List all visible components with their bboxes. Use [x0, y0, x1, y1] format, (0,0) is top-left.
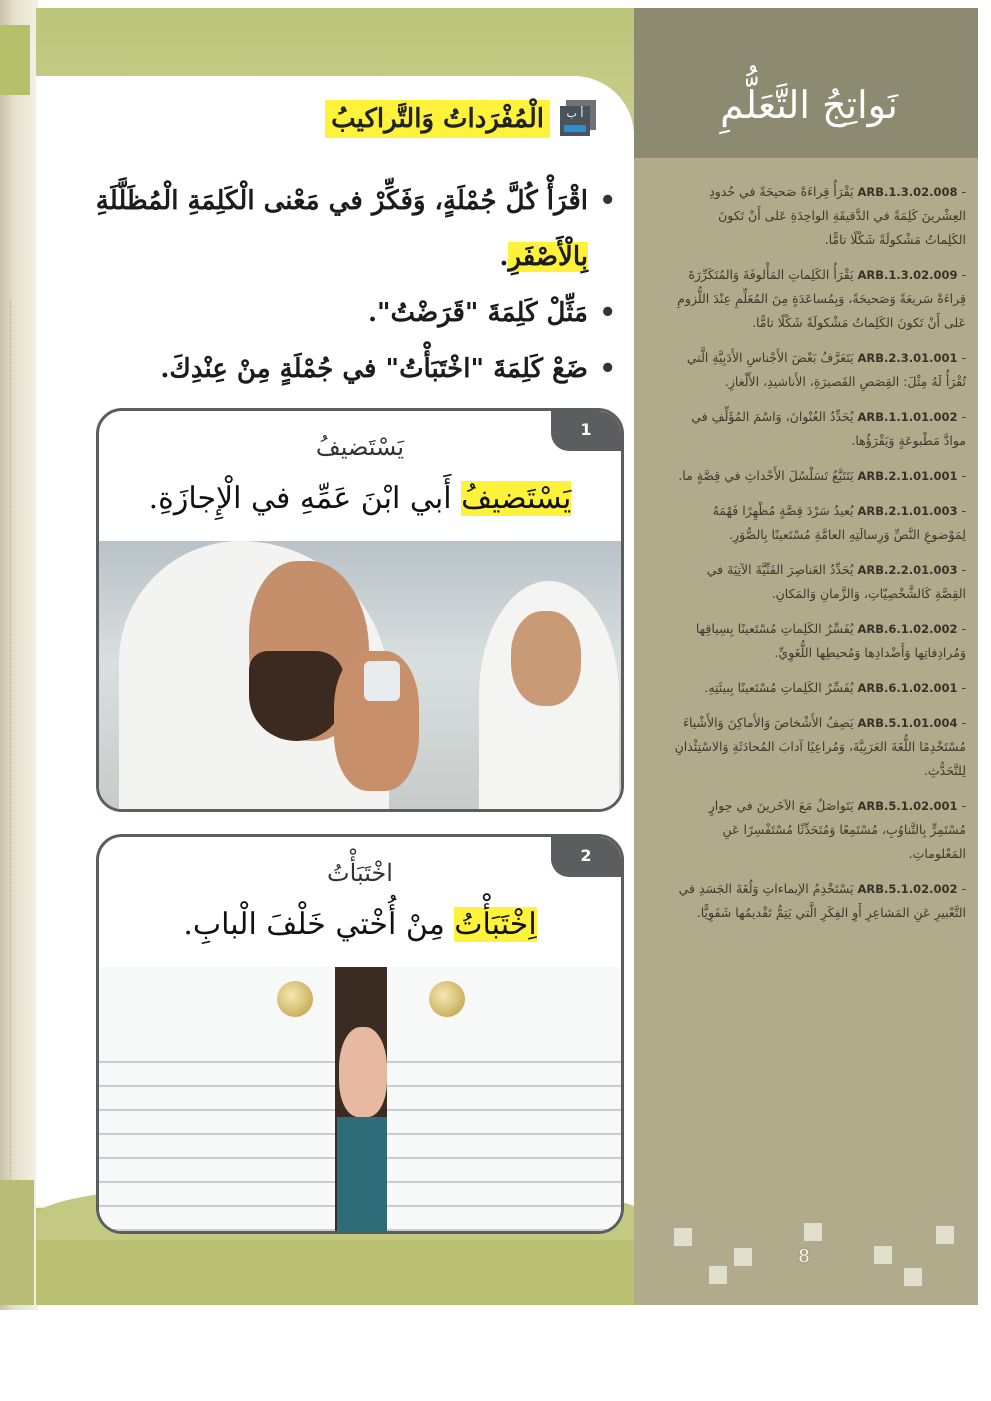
section-title: الْمُفْرَداتُ وَالتَّراكيبُ — [325, 100, 550, 138]
outcomes-header — [634, 8, 978, 158]
card-sentence — [99, 907, 621, 942]
card-number: 1 — [551, 411, 621, 451]
outcome-code: ARB.5.1.02.002 — [857, 882, 958, 896]
outcome-code: ARB.6.1.02.001 — [857, 681, 958, 695]
card-word: يَسْتَضيفُ — [315, 433, 405, 461]
sentence-rest: أَبي ابْنَ عَمِّهِ في الْإِجازَةِ. — [148, 481, 462, 516]
outcome-code: ARB.5.1.02.001 — [857, 799, 958, 813]
outcome-text: يَقْرَأُ قِراءَةً صَحيحَةً في حُدودِ العِشْرينَ كَلِمَةً في الدَّقيقَةِ الواحِدَةِ عَلى أَنْ تَكونَ الكَلِماتُ مَشْكولَةً شَكْلًا تامًّا. — [709, 184, 966, 247]
sentence-highlight: يَسْتَضيفُ — [461, 481, 572, 516]
outcome-text: يَسْتَخْدِمُ الإيماءاتِ وَلُغَةَ الجَسَدِ في التَّعْبيرِ عَنِ المَشاعِرِ أَوِ الفِكَرِ الَّتي يَتِمُّ تَقْديمُها شَفَوِيًّا. — [678, 881, 966, 920]
instruction-item — [76, 173, 616, 285]
outcome-code: ARB.5.1.01.004 — [857, 716, 958, 730]
outcome-text: يُفَسِّرُ الكَلِماتِ مُسْتَعينًا بِبيئَتِهِ. — [704, 680, 854, 695]
outcome-code: ARB.2.1.01.001 — [857, 469, 958, 483]
man-foreground-beard — [249, 651, 344, 741]
instruction-item — [76, 285, 616, 341]
decorative-squares — [674, 1218, 974, 1288]
outcome-item: - ARB.1.1.01.002 يُحَدِّدُ العُنْوانَ، وَاسْمَ المُؤَلِّفِ في موادَّ مَطْبوعَةٍ وَيَقْرَؤُها. — [691, 409, 966, 448]
outcome-text: يَقْرَأُ الكَلِماتِ المَأْلوفَةَ وَالمُتَكَرِّرَةَ قِراءَةً سَريعَةً وَصَحيحَةً، وَبِمُساعَدَةٍ مِنَ المُعَلِّمِ عِنْدَ اللُّزومِ عَلى أَنْ تَكونَ الكَلِماتُ مَشْكولَةً شَكْلًا تامًّا. — [677, 267, 966, 330]
book-edge — [0, 0, 38, 1310]
card-word: اخْتَبَأْتُ — [327, 859, 393, 887]
outcome-code: ARB.2.3.01.001 — [857, 351, 958, 365]
outcome-text: يُفَسِّرُ الكَلِماتِ مُسْتَعينًا بِسِياقِها وَمُرادِفاتِها وَأَضْدادِها وَمُحيطِها اللُّغَوِيِّ. — [695, 621, 966, 660]
outcome-item: - ARB.6.1.02.001 يُفَسِّرُ الكَلِماتِ مُسْتَعينًا بِبيئَتِهِ. — [704, 680, 966, 695]
sentence-highlight: اِخْتَبَأْتُ — [454, 907, 537, 942]
outcome-text: يَصِفُ الأَشْخاصَ وَالأَماكِنَ وَالأَشْياءَ مُسْتَخْدِمًا اللُّغَةَ العَرَبِيَّةَ، وَمُراعِيًا آدابَ المُحادَثَةِ وَالاسْتِئْذانِ لِلتَّحَدُّثِ. — [674, 715, 966, 778]
outcome-text: يُحَدِّدُ العُنْوانَ، وَاسْمَ المُؤَلِّفِ في موادَّ مَطْبوعَةٍ وَيَقْرَؤُها. — [691, 409, 966, 448]
vocabulary-card-2 — [96, 834, 624, 1234]
girl-dress — [337, 1117, 387, 1231]
instruction-item — [76, 341, 616, 397]
outcome-item: - ARB.1.3.02.009 يَقْرَأُ الكَلِماتِ المَأْلوفَةَ وَالمُتَكَرِّرَةَ قِراءَةً سَريعَةً وَصَحيحَةً، وَبِمُساعَدَةٍ مِنَ المُعَلِّمِ عِنْدَ اللُّزومِ عَلى أَنْ تَكونَ الكَلِماتُ مَشْكولَةً شَكْلًا تامًّا. — [677, 267, 966, 330]
outcome-text: يُحَدِّدُ العَناصِرَ الفَنِّيَّةَ الآتِيَةَ في القِصَّةِ كَالشَّخْصِيّاتِ، وَالزَّمانِ وَالمَكانِ. — [706, 562, 966, 601]
section-heading — [325, 100, 598, 138]
instructions-list — [76, 173, 616, 397]
outcome-text: يَتَواصَلُ مَعَ الآخَرينَ في حِوارٍ مُسْتَمِرٍّ بِالتَّناوُبِ، مُسْتَمِعًا وَمُتَحَدِّثًا مُسْتَفْسِرًا عَنِ المَعْلوماتِ. — [708, 798, 966, 861]
man-background-face — [511, 611, 581, 706]
outcome-text: يَتَتَبَّعُ تَسَلْسُلَ الأَحْداثِ في قِصَّةٍ ما. — [678, 468, 854, 483]
alphabet-icon — [560, 100, 598, 138]
outcomes-list — [674, 180, 966, 936]
outcome-item: - ARB.5.1.02.002 يَسْتَخْدِمُ الإيماءاتِ وَلُغَةَ الجَسَدِ في التَّعْبيرِ عَنِ المَشاعِرِ أَوِ الفِكَرِ الَّتي يَتِمُّ تَقْديمُها شَفَوِيًّا. — [678, 881, 966, 920]
instruction-text: اقْرَأْ كُلَّ جُمْلَةٍ، وَفَكِّرْ في مَعْنى الْكَلِمَةِ الْمُظَلَّلَةِ — [95, 186, 588, 216]
outcome-text: يَتَعَرَّفُ بَعْضَ الأَجْناسِ الأَدَبِيَّةِ الَّتي تُقْرَأُ لَهُ مِثْلَ: القِصَصِ القَصيرَةِ، الأَناشيدِ، الأَلْغازِ. — [686, 350, 966, 389]
outcome-item: - ARB.5.1.01.004 يَصِفُ الأَشْخاصَ وَالأَماكِنَ وَالأَشْياءَ مُسْتَخْدِمًا اللُّغَةَ العَرَبِيَّةَ، وَمُراعِيًا آدابَ المُحادَثَةِ وَالاسْتِئْذانِ لِلتَّحَدُّثِ. — [674, 715, 966, 778]
sentence-rest: مِنْ أُخْتي خَلْفَ الْبابِ. — [183, 907, 455, 942]
instruction-text: مَثِّلْ كَلِمَةَ "قَرَضْتُ". — [367, 298, 588, 328]
photo-men-drinking-coffee — [99, 541, 621, 809]
edge-band — [0, 1180, 34, 1305]
outcome-item: - ARB.2.3.01.001 يَتَعَرَّفُ بَعْضَ الأَجْناسِ الأَدَبِيَّةِ الَّتي تُقْرَأُ لَهُ مِثْلَ: القِصَصِ القَصيرَةِ، الأَناشيدِ، الأَلْغازِ. — [686, 350, 966, 389]
outcome-code: ARB.1.1.01.002 — [857, 410, 958, 424]
outcome-item: - ARB.2.1.01.001 يَتَتَبَّعُ تَسَلْسُلَ الأَحْداثِ في قِصَّةٍ ما. — [678, 468, 966, 483]
book-page — [36, 8, 978, 1305]
outcome-text: يُعيدُ سَرْدَ قِصَّةٍ مُظْهِرًا فَهْمَهُ لِمَوْضوعِ النَّصِّ وَرِسالَتِهِ العامَّةِ مُسْتَعينًا بِالصُّوَرِ. — [712, 503, 966, 542]
coffee-cup — [364, 661, 400, 701]
outcome-item: - ARB.5.1.02.001 يَتَواصَلُ مَعَ الآخَرينَ في حِوارٍ مُسْتَمِرٍّ بِالتَّناوُبِ، مُسْتَمِعًا وَمُتَحَدِّثًا مُسْتَفْسِرًا عَنِ المَعْلوماتِ. — [708, 798, 966, 861]
page-number: 8 — [798, 1246, 810, 1267]
instruction-highlight: بِالْأَصْفَرِ — [508, 242, 588, 272]
outcome-code: ARB.2.2.01.003 — [857, 563, 958, 577]
outcome-code: ARB.1.3.02.008 — [857, 185, 958, 199]
edge-strip — [0, 25, 30, 95]
door-left — [99, 967, 335, 1231]
outcomes-title: نَواتِجُ التَّعَلُّمِ — [720, 83, 898, 127]
outcome-item: - ARB.1.3.02.008 يَقْرَأُ قِراءَةً صَحيحَةً في حُدودِ العِشْرينَ كَلِمَةً في الدَّقيقَةِ الواحِدَةِ عَلى أَنْ تَكونَ الكَلِماتُ مَشْكولَةً شَكْلًا تامًّا. — [709, 184, 966, 247]
outcome-item: - ARB.6.1.02.002 يُفَسِّرُ الكَلِماتِ مُسْتَعينًا بِسِياقِها وَمُرادِفاتِها وَأَضْدادِها وَمُحيطِها اللُّغَوِيِّ. — [695, 621, 966, 660]
photo-girl-behind-door — [99, 967, 621, 1231]
instruction-end: . — [499, 242, 509, 272]
vocabulary-card-1 — [96, 408, 624, 812]
learning-outcomes-panel — [634, 8, 978, 1305]
door-right — [387, 967, 621, 1231]
outcome-item: - ARB.2.1.01.003 يُعيدُ سَرْدَ قِصَّةٍ مُظْهِرًا فَهْمَهُ لِمَوْضوعِ النَّصِّ وَرِسالَتِهِ العامَّةِ مُسْتَعينًا بِالصُّوَرِ. — [712, 503, 966, 542]
outcome-code: ARB.6.1.02.002 — [857, 622, 958, 636]
card-sentence — [99, 481, 621, 516]
outcome-code: ARB.2.1.01.003 — [857, 504, 958, 518]
girl-face — [339, 1027, 387, 1117]
outcome-code: ARB.1.3.02.009 — [857, 268, 958, 282]
spine-decoration — [10, 300, 21, 1200]
outcome-item: - ARB.2.2.01.003 يُحَدِّدُ العَناصِرَ الفَنِّيَّةَ الآتِيَةَ في القِصَّةِ كَالشَّخْصِيّاتِ، وَالزَّمانِ وَالمَكانِ. — [706, 562, 966, 601]
icon-label: أ ب — [566, 107, 584, 120]
card-number: 2 — [551, 837, 621, 877]
instruction-text: ضَعْ كَلِمَةَ "اخْتَبَأْتُ" في جُمْلَةٍ مِنْ عِنْدِكَ. — [160, 354, 588, 384]
